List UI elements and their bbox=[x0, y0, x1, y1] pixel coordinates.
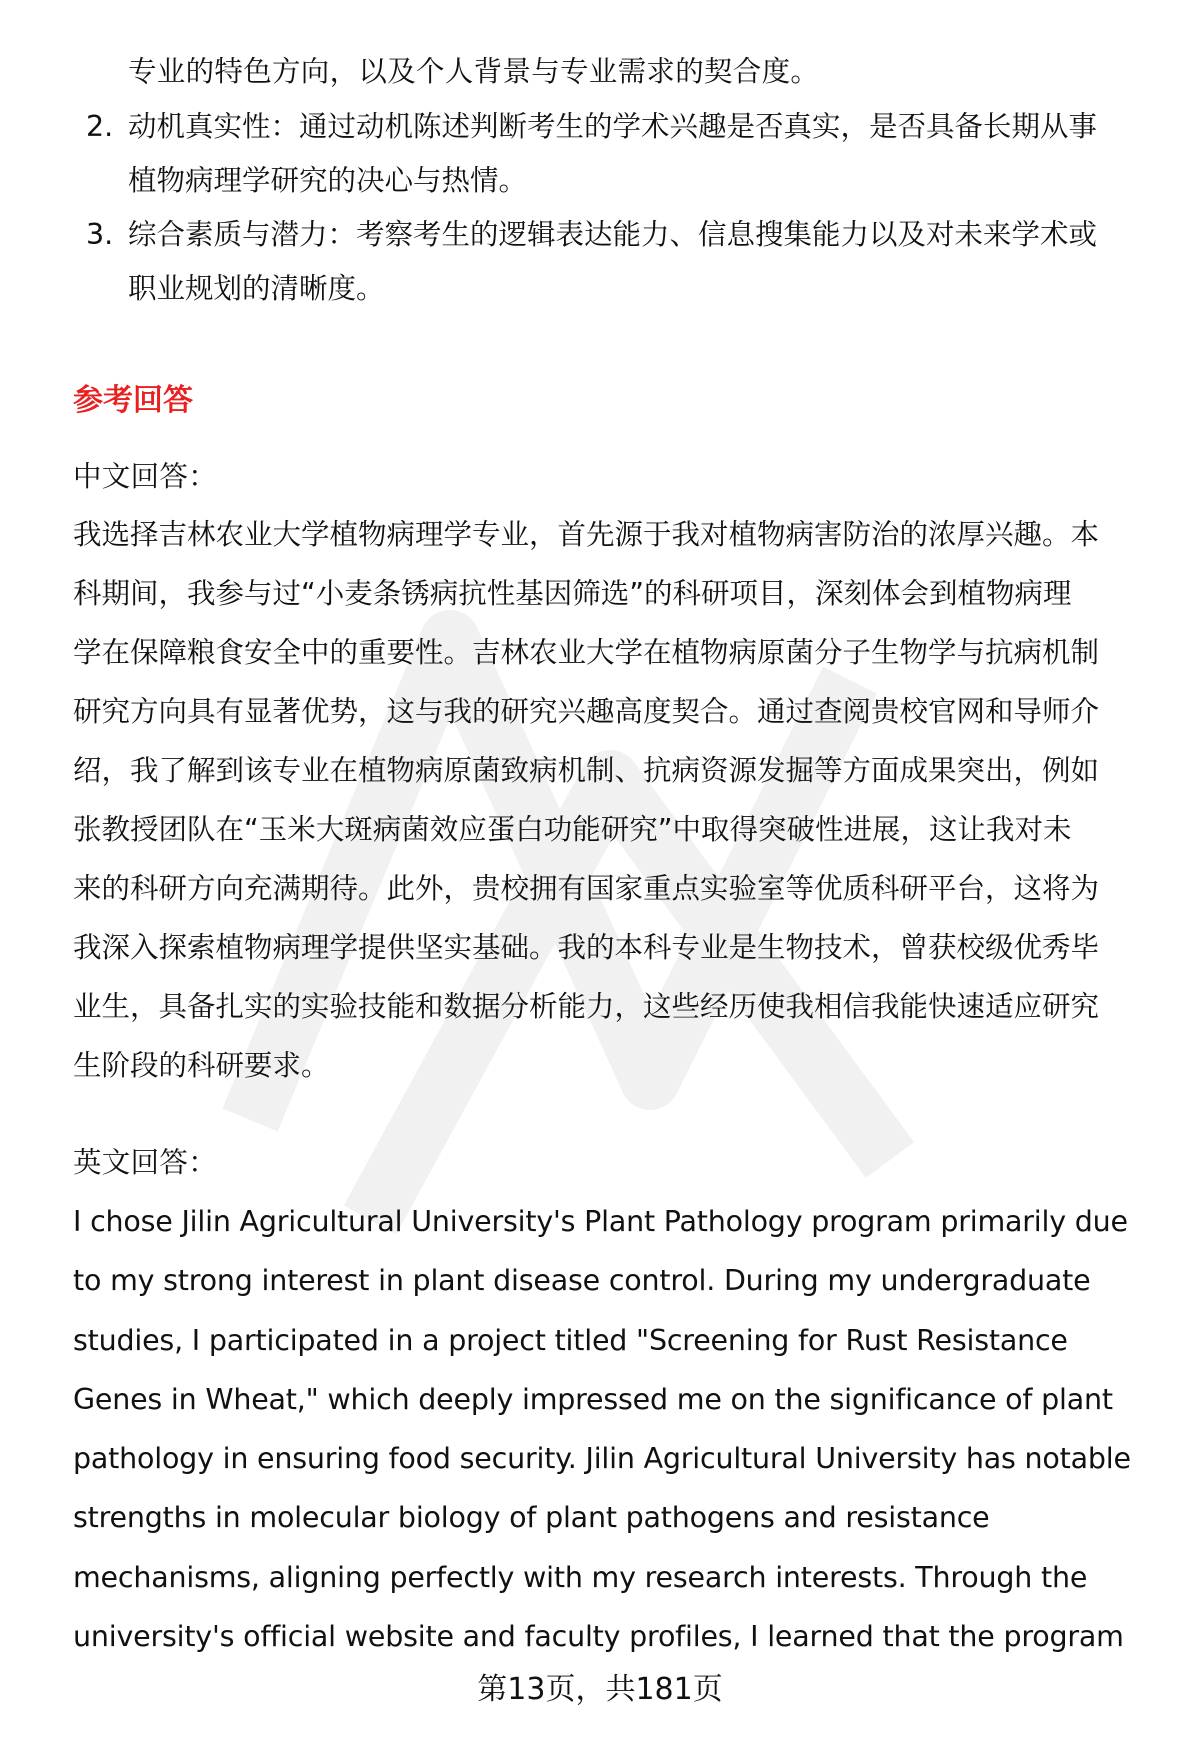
english-line: strengths in molecular biology of plant pathogens and resistance bbox=[73, 1501, 990, 1535]
criteria-item-2-line-2: 植物病理学研究的决心与热情。 bbox=[128, 164, 528, 197]
english-line: pathology in ensuring food security. Jilin Agricultural University has notable bbox=[73, 1442, 1131, 1476]
english-answer-paragraph bbox=[73, 1192, 1153, 1666]
chinese-answer-heading: 中文回答： bbox=[73, 460, 218, 493]
chinese-answer-paragraph bbox=[73, 505, 1153, 1095]
chinese-line: 绍，我了解到该专业在植物病原菌致病机制、抗病资源发掘等方面成果突出，例如 bbox=[73, 754, 1100, 787]
chinese-line: 业生，具备扎实的实验技能和数据分析能力，这些经历使我相信我能快速适应研究 bbox=[73, 990, 1100, 1023]
english-answer-heading: 英文回答： bbox=[73, 1146, 218, 1179]
chinese-line: 来的科研方向充满期待。此外，贵校拥有国家重点实验室等优质科研平台，这将为 bbox=[73, 872, 1100, 905]
criteria-item-2-line-1: 动机真实性：通过动机陈述判断考生的学术兴趣是否真实，是否具备长期从事 bbox=[128, 110, 1098, 143]
criteria-item-3-line-1: 综合素质与潜力：考察考生的逻辑表达能力、信息搜集能力以及对未来学术或 bbox=[128, 218, 1098, 251]
chinese-line: 生阶段的科研要求。 bbox=[73, 1049, 330, 1082]
criteria-item-3-line-2: 职业规划的清晰度。 bbox=[128, 272, 385, 305]
english-line: Genes in Wheat," which deeply impressed me on the significance of plant bbox=[73, 1382, 1113, 1416]
english-line: mechanisms, aligning perfectly with my research interests. Through the bbox=[73, 1560, 1088, 1594]
criteria-item-3-number: 3. bbox=[86, 218, 114, 251]
chinese-line: 张教授团队在“玉米大斑病菌效应蛋白功能研究”中取得突破性进展，这让我对未 bbox=[73, 813, 1072, 846]
chinese-line: 学在保障粮食安全中的重要性。吉林农业大学在植物病原菌分子生物学与抗病机制 bbox=[73, 636, 1100, 669]
chinese-line: 研究方向具有显著优势，这与我的研究兴趣高度契合。通过查阅贵校官网和导师介 bbox=[73, 695, 1100, 728]
english-line: to my strong interest in plant disease control. During my undergraduate bbox=[73, 1264, 1091, 1298]
page-number-footer: 第13页，共181页 bbox=[477, 1672, 723, 1707]
criteria-item-2-number: 2. bbox=[86, 110, 114, 143]
criteria-continued-line: 专业的特色方向，以及个人背景与专业需求的契合度。 bbox=[128, 55, 820, 88]
chinese-line: 我选择吉林农业大学植物病理学专业，首先源于我对植物病害防治的浓厚兴趣。本 bbox=[73, 518, 1100, 551]
chinese-line: 我深入探索植物病理学提供坚实基础。我的本科专业是生物技术，曾获校级优秀毕 bbox=[73, 931, 1100, 964]
chinese-line: 科期间，我参与过“小麦条锈病抗性基因筛选”的科研项目，深刻体会到植物病理 bbox=[73, 577, 1072, 610]
english-line: university's official website and faculty profiles, I learned that the program bbox=[73, 1620, 1124, 1654]
section-title-reference-answer: 参考回答 bbox=[73, 383, 193, 418]
english-line: I chose Jilin Agricultural University's Plant Pathology program primarily due bbox=[73, 1205, 1128, 1238]
english-line: studies, I participated in a project titled "Screening for Rust Resistance bbox=[73, 1323, 1068, 1357]
